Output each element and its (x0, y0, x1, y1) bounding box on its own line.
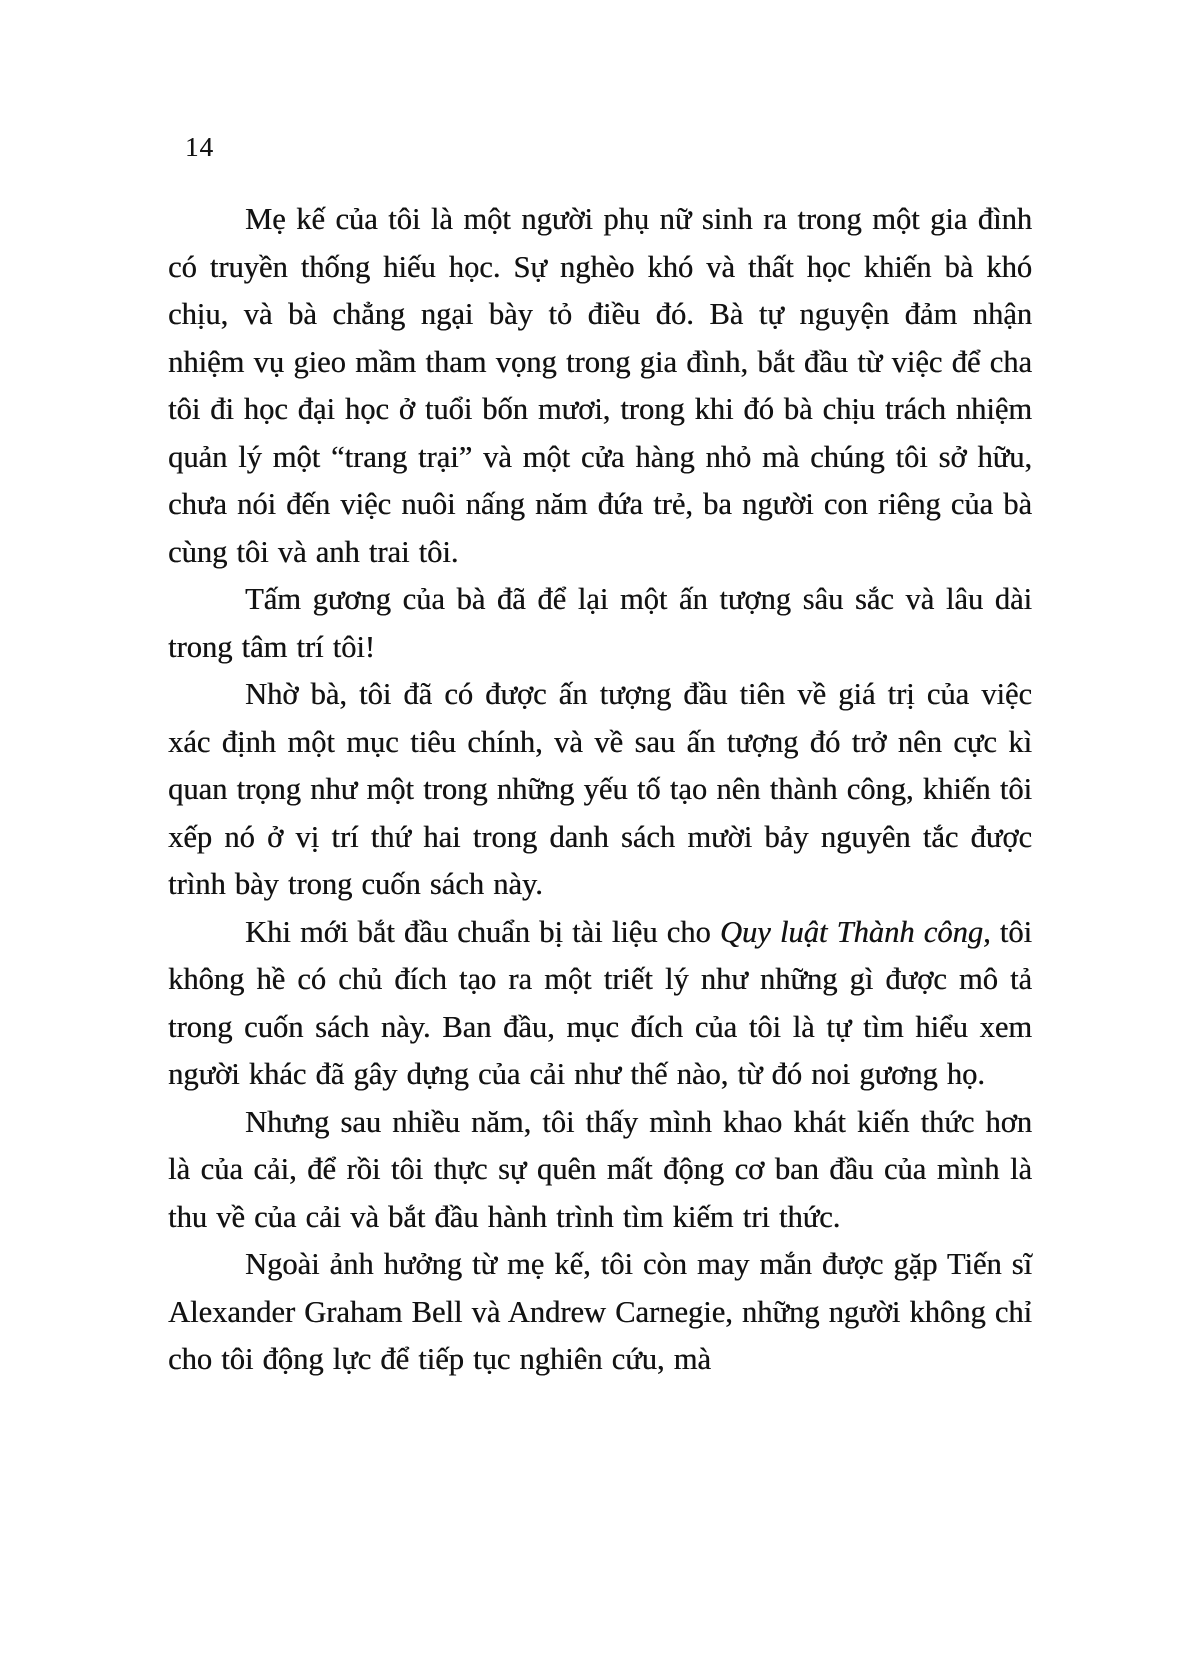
paragraph-2-text: Tấm gương của bà đã để lại một ấn tượng sâu sắc và lâu dài trong tâm trí tôi! (168, 582, 1032, 664)
page-number: 14 (185, 132, 214, 162)
paragraph-6-text: Ngoài ảnh hưởng từ mẹ kế, tôi còn may mắn được gặp Tiến sĩ Alexander Graham Bell và Andrew Carnegie, những người không chỉ cho tôi động lực để tiếp tục nghiên cứu, mà (168, 1247, 1032, 1376)
book-title-italic: Quy luật Thành công, (719, 914, 991, 949)
paragraph-1 (168, 196, 1032, 576)
paragraph-3 (168, 671, 1032, 909)
paragraph-4-text-lead: Khi mới bắt đầu chuẩn bị tài liệu cho (245, 914, 720, 949)
paragraph-3-text: Nhờ bà, tôi đã có được ấn tượng đầu tiên về giá trị của việc xác định một mục tiêu chính, và về sau ấn tượng đó trở nên cực kì quan trọng như một trong những yếu tố tạo nên thành công, khiến tôi xếp nó ở vị trí thứ hai trong danh sách mười bảy nguyên tắc được trình bày trong cuốn sách này. (168, 677, 1032, 901)
paragraph-4-text-tail: tôi không hề có chủ đích tạo ra một triết lý như những gì được mô tả trong cuốn sách này. Ban đầu, mục đích của tôi là tự tìm hiểu xem người khác đã gây dựng của cải như thế nào, từ đó noi gương họ. (168, 914, 1032, 1091)
paragraph-5 (168, 1099, 1032, 1242)
page-body (168, 196, 1032, 1384)
paragraph-2 (168, 576, 1032, 671)
paragraph-4 (168, 909, 1032, 1099)
paragraph-5-text: Nhưng sau nhiều năm, tôi thấy mình khao khát kiến thức hơn là của cải, để rồi tôi thực sự quên mất động cơ ban đầu của mình là thu về của cải và bắt đầu hành trình tìm kiếm tri thức. (168, 1104, 1032, 1234)
paragraph-6 (168, 1241, 1032, 1384)
paragraph-1-text: Mẹ kế của tôi là một người phụ nữ sinh ra trong một gia đình có truyền thống hiếu học. Sự nghèo khó và thất học khiến bà khó chịu, và bà chẳng ngại bày tỏ điều đó. Bà tự nguyện đảm nhận nhiệm vụ gieo mầm tham vọng trong gia đình, bắt đầu từ việc để cha tôi đi học đại học ở tuổi bốn mươi, trong khi đó bà chịu trách nhiệm quản lý một “trang trại” và một cửa hàng nhỏ mà chúng tôi sở hữu, chưa nói đến việc nuôi nấng năm đứa trẻ, ba người con riêng của bà cùng tôi và anh trai tôi. (168, 202, 1032, 569)
